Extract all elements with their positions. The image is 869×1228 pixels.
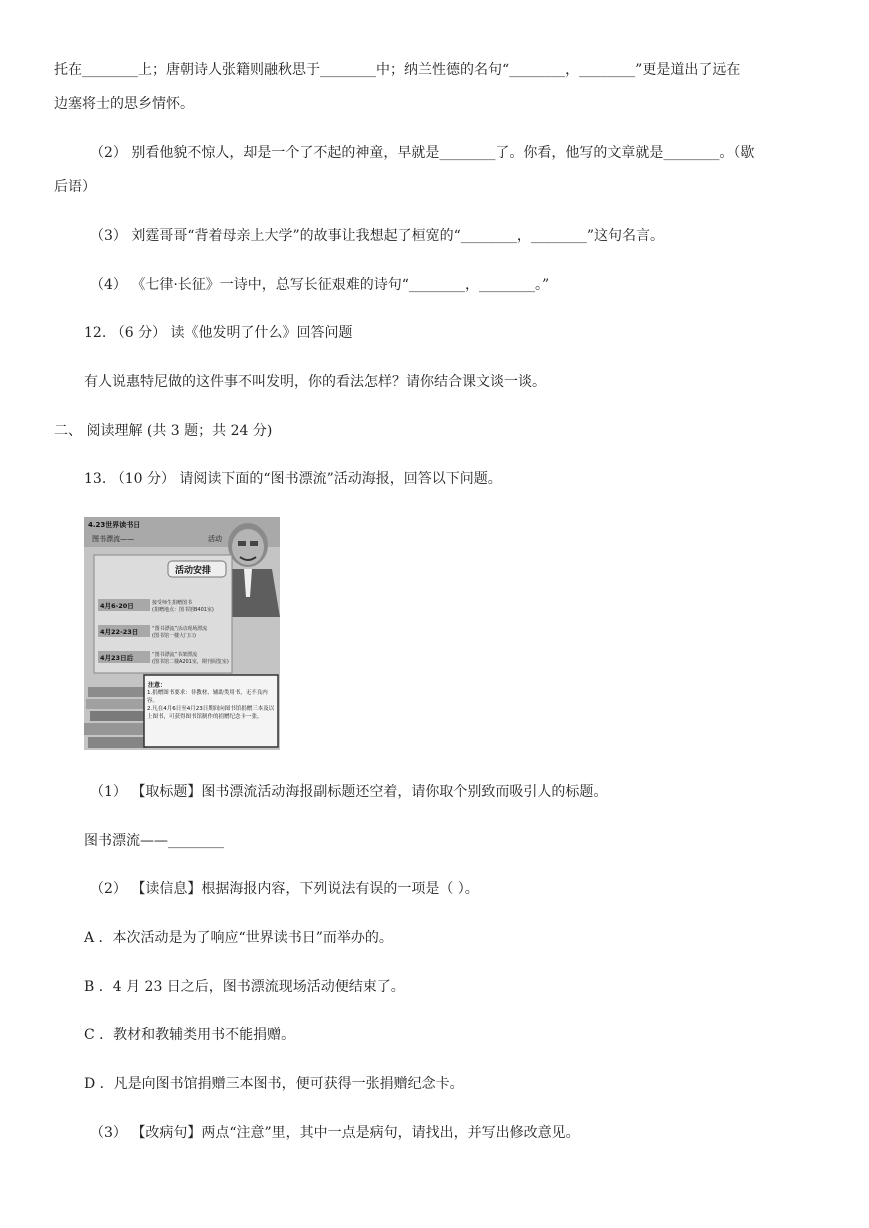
section-heading: 二、 阅读理解 (共 3 题；共 24 分) (54, 423, 273, 439)
poster-row-text: “图书漂流”书架漂流 (152, 652, 198, 658)
option-b: B ．4 月 23 日之后，图书漂流现场活动便结束了。 (84, 979, 405, 995)
text-line: （3） 【改病句】两点“注意”里，其中一点是病句，请找出，并写出修改意见。 (90, 1125, 580, 1141)
poster-row-text: (图书馆二楼A201室，期刊阅览室) (152, 659, 229, 665)
poster-subtitle-right: 活动 (208, 535, 222, 543)
poster-note-1: 1.捐赠图书要求：非教材、辅助类用书，无不良内容。 (147, 690, 268, 704)
poster-row-text: “图书漂流”活动现场漂流 (152, 626, 208, 632)
text-line: （4） 《七律·长征》一诗中，总写长征艰难的诗句“________，________。” (90, 277, 550, 293)
text-line: 后语） (54, 179, 96, 195)
text-line: 托在________上；唐朝诗人张籍则融秋思于________中；纳兰性德的名句“________，________”更是道出了远在 (54, 62, 741, 78)
text-line: （2） 【读信息】根据海报内容，下列说法有误的一项是（ ）。 (90, 881, 479, 897)
poster-row-date: 4月23日后 (100, 654, 134, 662)
poster-row-text: (图书馆一楼大门口) (152, 633, 196, 639)
text-line: （2） 别看他貌不惊人，却是一个了不起的神童，早就是________了。你看，他写的文章就是________。（歇 (90, 145, 755, 161)
poster-row-date: 4月22-23日 (100, 628, 139, 636)
option-c: C ．教材和教辅类用书不能捐赠。 (84, 1027, 296, 1043)
poster-note-2: 2.凡在4月6日至4月23日期间向图书馆捐赠三本及以上图书，可获得图书馆制作的捐赠纪念卡一张。 (147, 706, 275, 720)
text-line: （3） 刘霆哥哥“背着母亲上大学”的故事让我想起了桓宽的“________，________”这句名言。 (90, 228, 664, 244)
poster-row-date: 4月6-20日 (100, 602, 134, 610)
poster-note-title: 注意： (148, 682, 167, 689)
text-line: 有人说惠特尼做的这件事不叫发明，你的看法怎样？请你结合课文谈一谈。 (84, 374, 546, 390)
poster-header: 4.23世界读书日 (88, 521, 141, 529)
text-line: 边塞将士的思乡情怀。 (54, 96, 194, 112)
question-heading: 13. （10 分） 请阅读下面的“图书漂流”活动海报，回答以下问题。 (84, 471, 502, 487)
poster-plan-title: 活动安排 (175, 566, 212, 576)
option-a: A ．本次活动是为了响应“世界读书日”而举办的。 (84, 930, 393, 946)
question-heading: 12. （6 分） 读《他发明了什么》回答问题 (84, 325, 353, 341)
book-drift-poster (84, 517, 280, 750)
option-d: D ．凡是向图书馆捐赠三本图书，便可获得一张捐赠纪念卡。 (84, 1076, 464, 1092)
text-line: 图书漂流——________ (84, 833, 224, 849)
poster-subtitle-left: 图书漂流—— (92, 535, 134, 543)
book-stack-image (84, 687, 150, 748)
poster-row-text: 接受师生捐赠图书 (152, 600, 193, 606)
poster-row-text: (捐赠地点：图书馆B401室) (152, 607, 214, 613)
text-line: （1） 【取标题】图书漂流活动海报副标题还空着，请你取个别致而吸引人的标题。 (90, 784, 608, 800)
